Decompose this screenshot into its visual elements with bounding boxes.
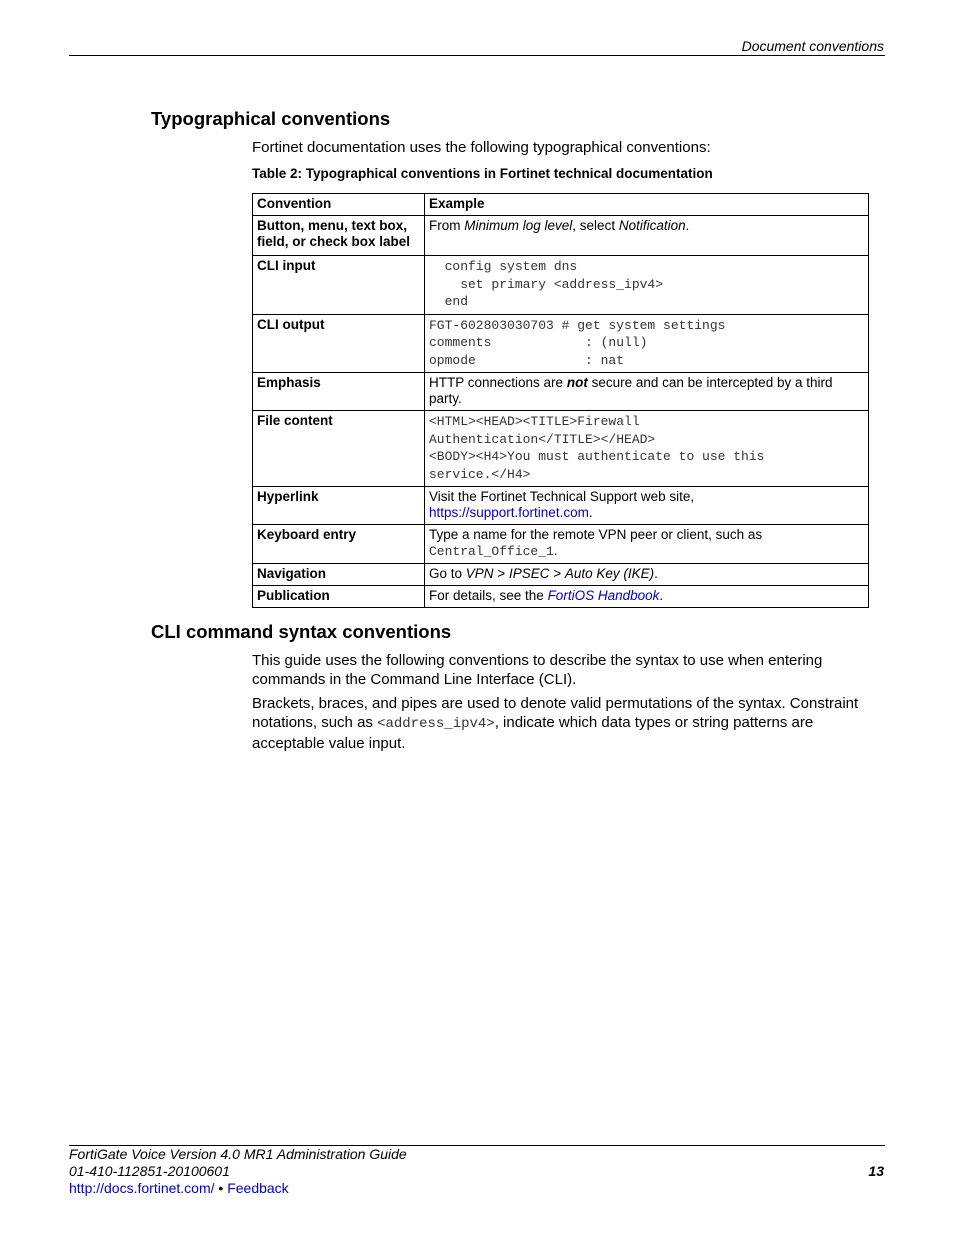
footer-doc-title: FortiGate Voice Version 4.0 MR1 Administration Guide <box>69 1146 407 1162</box>
convention-name: Hyperlink <box>253 487 425 525</box>
example-emphasis: not <box>566 375 588 390</box>
handbook-link[interactable] <box>548 588 660 603</box>
convention-name: Button, menu, text box, field, or check box label <box>253 216 425 256</box>
example-text: . <box>659 588 664 603</box>
convention-name: CLI output <box>253 314 425 373</box>
table-row <box>253 564 869 586</box>
support-link[interactable]: https://support.fortinet.com <box>429 505 589 520</box>
example-italic: Auto Key (IKE) <box>564 566 655 581</box>
convention-name: Publication <box>253 586 425 608</box>
example-cell <box>425 411 869 487</box>
keyboard-code: Central_Office_1 <box>429 544 554 559</box>
example-text: > <box>549 566 565 581</box>
example-italic: VPN <box>465 566 494 581</box>
file-content-code: <HTML><HEAD><TITLE>Firewall Authentication</TITLE></HEAD> <BODY><H4>You must authenticate to use this service.</H4> <box>429 414 765 482</box>
intro-paragraph: Fortinet documentation uses the following typographical conventions: <box>252 139 711 156</box>
example-text: secure and can be intercepted by a third party. <box>429 375 833 406</box>
example-cell <box>425 525 869 564</box>
inline-code: <address_ipv4> <box>377 716 495 732</box>
docs-link[interactable]: http://docs.fortinet.com/ <box>69 1180 215 1196</box>
example-text: . <box>588 505 593 520</box>
example-text: For details, see the <box>429 588 548 603</box>
table-row <box>253 256 869 315</box>
feedback-link[interactable]: Feedback <box>227 1180 289 1196</box>
handbook-link-text: FortiOS Handbook <box>547 588 660 603</box>
example-cell <box>425 256 869 315</box>
paragraph-text: Brackets, braces, and pipes are used to denote valid permutations of the syntax. Constraint notations, such as <box>252 695 859 731</box>
example-text: . <box>685 218 690 233</box>
running-header: Document conventions <box>741 38 884 54</box>
convention-name: Navigation <box>253 564 425 586</box>
convention-name: Emphasis <box>253 373 425 411</box>
column-header-example: Example <box>425 194 869 216</box>
cli-syntax-paragraph-2 <box>252 694 862 753</box>
footer-doc-id: 01-410-112851-20100601 <box>69 1163 230 1179</box>
section-heading-typographical: Typographical conventions <box>151 108 391 129</box>
footer-links <box>69 1180 289 1196</box>
table-header-row <box>253 194 869 216</box>
example-text: > <box>493 566 509 581</box>
cli-input-code: config system dns set primary <address_ipv4> end <box>444 259 664 309</box>
header-rule <box>69 55 885 56</box>
example-cell <box>425 216 869 256</box>
example-italic: IPSEC <box>508 566 550 581</box>
section-heading-cli-syntax: CLI command syntax conventions <box>151 621 452 642</box>
convention-name: CLI input <box>253 256 425 315</box>
example-italic: Minimum log level <box>464 218 573 233</box>
example-text: From <box>429 218 465 233</box>
convention-name: Keyboard entry <box>253 525 425 564</box>
table-caption: Table 2: Typographical conventions in Fortinet technical documentation <box>252 166 713 181</box>
example-italic: Notification <box>618 218 686 233</box>
example-text: Visit the Fortinet Technical Support web site, <box>429 489 695 504</box>
example-cell <box>425 373 869 411</box>
cli-output-code: FGT-602803030703 # get system settings comments : (null) opmode : nat <box>429 317 726 368</box>
footer-separator: • <box>214 1180 228 1196</box>
cli-syntax-paragraph-1: This guide uses the following conventions to describe the syntax to use when entering commands in the Command Line Interface (CLI). <box>252 652 823 688</box>
column-header-convention: Convention <box>253 194 425 216</box>
table-row <box>253 373 869 411</box>
example-text: Go to <box>429 566 466 581</box>
table-row <box>253 586 869 608</box>
example-cell <box>425 314 869 373</box>
table-row <box>253 314 869 373</box>
conventions-table <box>252 193 869 608</box>
paragraph-text: , indicate which data types or string patterns are acceptable value input. <box>252 714 814 752</box>
example-cell <box>425 586 869 608</box>
table-row <box>253 487 869 525</box>
example-cell <box>425 564 869 586</box>
example-text: HTTP connections are <box>429 375 567 390</box>
example-text: . <box>553 543 558 558</box>
example-cell <box>425 487 869 525</box>
example-text: . <box>654 566 658 581</box>
table-row <box>253 525 869 564</box>
convention-name: File content <box>253 411 425 487</box>
example-text: Type a name for the remote VPN peer or client, such as <box>429 527 763 542</box>
table-row <box>253 216 869 256</box>
example-text: , select <box>572 218 619 233</box>
page-number: 13 <box>868 1163 884 1179</box>
table-row <box>253 411 869 487</box>
